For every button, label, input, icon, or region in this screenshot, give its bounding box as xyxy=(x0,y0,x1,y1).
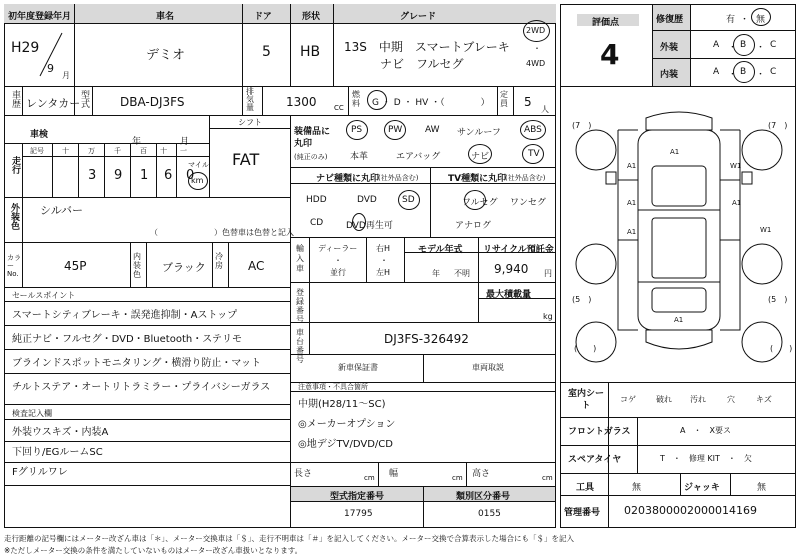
divider xyxy=(146,242,147,287)
divider xyxy=(309,322,310,354)
divider xyxy=(4,419,290,420)
drive-2wd: 2WD xyxy=(526,26,546,35)
fuel-options: G ・ D ・ HV ・（ ） xyxy=(372,98,490,108)
divider xyxy=(560,445,796,446)
import-dealer: ディーラー xyxy=(318,244,358,253)
mileage-digit-header: 千 xyxy=(114,147,121,155)
sales-point-line: チルトステア・オートリトラミラー・プライバシーガラス xyxy=(12,382,271,393)
divider xyxy=(560,417,796,418)
mileage-column-line xyxy=(104,143,105,197)
jack-label: ジャッキ xyxy=(684,483,720,493)
tools-value: 無 xyxy=(632,483,642,493)
interior-grade-label: 内装 xyxy=(660,70,679,80)
nav-type-sub: (社外品含む) xyxy=(378,174,419,182)
diag-label-w1-right: W1 xyxy=(730,162,742,170)
inspector-line: Fグリルワレ xyxy=(12,467,68,478)
displacement-value: 1300 xyxy=(286,95,317,109)
footer-note-2: ※ただしメーター交換の条件を満たしていないものはメーター改ざん車扱いとなります。 xyxy=(4,546,303,555)
mile-label: マイル xyxy=(188,161,209,169)
interior-grade-option: C xyxy=(770,67,777,77)
designation-label: 型式指定番号 xyxy=(330,492,385,502)
repair-label: 修復歴 xyxy=(656,15,684,25)
fuel-label: 燃料 xyxy=(352,90,360,108)
mileage-column-line xyxy=(130,143,131,197)
diag-paren-r: ( ) xyxy=(770,344,793,353)
ac-value: AC xyxy=(248,259,265,273)
model-year-label: モデル年式 xyxy=(418,245,463,255)
shape-label: 形状 xyxy=(302,12,321,22)
divider xyxy=(366,237,367,282)
displacement-unit: CC xyxy=(334,104,344,112)
ac-label: 冷房 xyxy=(215,252,223,270)
equipment-item: TV xyxy=(528,149,540,159)
divider xyxy=(92,86,93,115)
divider xyxy=(309,237,310,282)
interior-grade-option: ・ xyxy=(756,70,766,80)
height-cm: cm xyxy=(542,474,553,482)
divider xyxy=(4,404,290,405)
divider xyxy=(478,282,479,322)
sales-points-label: セールスポイント xyxy=(12,291,76,300)
nav-type-item: DVD再生可 xyxy=(346,221,393,231)
divider xyxy=(22,143,23,197)
repair-yes: 有 xyxy=(726,15,736,25)
divider xyxy=(262,86,263,115)
max-load-label: 最大積載量 xyxy=(486,290,532,300)
exterior-b-circle xyxy=(733,34,755,56)
capacity-label: 定員 xyxy=(500,90,508,108)
interior-color-label: 内装色 xyxy=(133,252,141,279)
front-glass-label: フロントガラス xyxy=(568,427,631,437)
width-label: 幅 xyxy=(389,469,399,479)
divider xyxy=(4,287,290,288)
divider xyxy=(348,86,349,115)
reg-month-unit: 月 xyxy=(62,71,70,80)
divider xyxy=(4,485,290,486)
height-label: 高さ xyxy=(472,469,491,479)
tv-type-item: アナログ xyxy=(455,221,492,231)
shift-value: FAT xyxy=(232,150,260,169)
equipment-item: ナビ xyxy=(471,152,490,162)
length-cm: cm xyxy=(364,474,375,482)
sales-point-line: スマートシティブレーキ・誤発進抑制・Aストップ xyxy=(12,310,238,321)
notes-line: ◎メーカーオプション xyxy=(298,419,396,430)
inspection-year-unit: 年 xyxy=(132,137,142,147)
mileage-digit-header: 十 xyxy=(160,147,167,155)
mileage-digit-header: 記号 xyxy=(30,147,44,155)
mileage-digit-header: 十 xyxy=(62,147,69,155)
divider xyxy=(22,156,209,157)
management-no-label: 管理番号 xyxy=(564,508,601,518)
divider xyxy=(513,86,514,115)
sd-circle xyxy=(398,190,420,210)
divider xyxy=(560,86,796,87)
ps-circle xyxy=(346,120,368,140)
mileage-column-line xyxy=(52,143,53,197)
divider xyxy=(130,242,131,287)
exterior-grade-option: B xyxy=(740,40,747,50)
mileage-label: 走行 xyxy=(10,156,20,174)
import-rhd: 右H xyxy=(376,244,391,253)
doors-label: ドア xyxy=(254,12,272,22)
mileage-digit: 6 xyxy=(164,168,173,183)
repair-dot: ・ xyxy=(740,15,750,25)
interior-grade-option: A xyxy=(713,67,720,77)
km-label: km xyxy=(191,176,204,185)
notes-line: ◎地デジTV/DVD/CD xyxy=(298,439,393,450)
spare-tire-value: T ・ 修理 KIT ・ 欠 xyxy=(660,454,752,463)
divider xyxy=(290,282,556,283)
grade-line1: 13S 中期 スマートブレーキ xyxy=(344,40,510,54)
inspection-label: 車検 xyxy=(30,130,49,140)
divider xyxy=(290,167,556,168)
row1-header-bar xyxy=(4,4,556,24)
sales-point-line: 純正ナビ・フルセグ・DVD・Bluetooth・ステリモ xyxy=(12,334,243,345)
model-year-unit: 年 xyxy=(432,269,440,278)
score-label: 評価点 xyxy=(592,18,620,28)
divider xyxy=(466,462,467,486)
divider xyxy=(290,391,556,392)
divider xyxy=(4,301,290,302)
recycle-yen: 円 xyxy=(544,269,552,278)
interior-color: ブラック xyxy=(162,261,206,274)
abs-circle xyxy=(520,120,546,140)
mileage-column-line xyxy=(176,143,177,197)
mileage-digit-header: 万 xyxy=(88,147,95,155)
body-type-label: 車歴 xyxy=(10,90,20,108)
import-dot1: ・ xyxy=(334,256,342,265)
tv-type-item: ワンセグ xyxy=(510,198,547,208)
divider xyxy=(478,237,479,282)
mileage-digit: 9 xyxy=(114,168,123,183)
divider xyxy=(212,242,213,287)
nav-type-item: CD xyxy=(310,218,324,228)
reg-month: 9 xyxy=(47,62,54,75)
seat-check-item: キズ xyxy=(756,395,772,404)
inspector-line: 下回り/EGルームSC xyxy=(12,447,103,458)
warranty-label: 新車保証書 xyxy=(338,363,378,372)
equipment-item: PS xyxy=(351,125,363,135)
divider xyxy=(22,242,23,287)
displacement-label: 排気量 xyxy=(246,87,254,112)
divider xyxy=(74,4,75,86)
sales-line-rule xyxy=(4,373,290,374)
nav-type-label: ナビ種類に丸印 xyxy=(316,174,380,184)
mileage-digit: 0 xyxy=(186,168,195,183)
equipment-label: 装備品に丸印 xyxy=(294,127,331,149)
chassis-value: DJ3FS-326492 xyxy=(384,332,469,346)
nav-type-item: SD xyxy=(402,195,415,205)
import-label: 輸入車 xyxy=(296,244,304,273)
repair-no: 無 xyxy=(756,15,766,25)
import-dot2: ・ xyxy=(380,256,388,265)
divider xyxy=(4,86,556,87)
divider xyxy=(560,382,796,383)
seat-check-item: 破れ xyxy=(656,395,672,404)
divider xyxy=(690,4,691,86)
divider xyxy=(290,501,556,502)
model-value: DBA-DJ3FS xyxy=(120,95,185,109)
divider xyxy=(4,143,209,144)
width-cm: cm xyxy=(452,474,463,482)
diag-paren-l: ( ) xyxy=(574,344,597,353)
mileage-digit: 1 xyxy=(140,168,149,183)
divider xyxy=(497,86,498,115)
max-load-kg: kg xyxy=(543,312,553,321)
model-year-unknown: 不明 xyxy=(454,269,470,278)
seat-check-item: 汚れ xyxy=(690,395,706,404)
import-lhd: 左H xyxy=(376,268,391,277)
equipment-item: PW xyxy=(388,125,403,135)
fullseg-circle xyxy=(464,190,486,210)
color-change-note: （ ）色替車は色替と記入 xyxy=(150,228,294,237)
car-name-label: 車名 xyxy=(156,12,175,22)
import-parallel: 並行 xyxy=(330,268,346,277)
length-label: 長さ xyxy=(294,469,313,479)
reg-era-year: H29 xyxy=(11,40,40,56)
category-value: 0155 xyxy=(478,509,501,519)
tools-label: 工具 xyxy=(576,483,595,493)
divider xyxy=(290,237,556,238)
capacity-unit: 人 xyxy=(541,105,549,114)
divider xyxy=(378,462,379,486)
management-no-value: 0203800002000014169 xyxy=(624,504,757,517)
color-no-label: カラーNo. xyxy=(7,254,21,278)
divider xyxy=(560,495,796,496)
shape-value: HB xyxy=(300,44,321,60)
drive-dot: ・ xyxy=(533,44,541,53)
divider xyxy=(423,486,424,528)
inspector-line: 外装ウスキズ・内装A xyxy=(12,427,109,438)
exterior-grade-option: A xyxy=(713,40,720,50)
divider xyxy=(228,242,229,287)
model-label: 型式 xyxy=(79,90,89,108)
seat-check-item: 穴 xyxy=(727,395,735,404)
designation-value: 17795 xyxy=(344,509,373,519)
equipment-item: エアバッグ xyxy=(396,152,441,162)
interior-b-circle xyxy=(733,61,755,83)
divider xyxy=(680,473,681,495)
footer-note-1: 走行距離の記号欄にはメーター改ざん車は「＊」、メーター交換車は「＄」、走行不明車は「＃」を記入してください。メーター交換で合算表示した場合にも「＄」を記入 xyxy=(4,534,574,543)
navi-circle xyxy=(468,144,492,164)
divider xyxy=(423,354,424,382)
equipment-item: 本革 xyxy=(350,152,369,162)
body-type: レンタカー xyxy=(26,97,81,110)
inspector-line-rule xyxy=(4,441,290,442)
divider xyxy=(242,86,243,115)
divider xyxy=(290,462,556,463)
notes-line: 中期(H28/11〜SC) xyxy=(298,399,386,410)
diag-label-a1-front: A1 xyxy=(670,148,680,156)
diag-label-a1-left: A1 xyxy=(627,162,637,170)
registration-label: 登録番号 xyxy=(296,288,304,324)
divider xyxy=(290,382,291,528)
spare-tire-label: スペアタイヤ xyxy=(568,455,622,465)
sales-point-line: ブラインドスポットモニタリング・横滑り防止・マット xyxy=(12,358,261,369)
manual-label: 車両取説 xyxy=(472,363,504,372)
capacity-value: 5 xyxy=(524,95,532,109)
exterior-color-label: 外装色 xyxy=(9,203,19,230)
tv-type-sub: (社外品含む) xyxy=(505,174,546,182)
diag-paren-bl: (5 ) xyxy=(572,295,592,304)
car-name: デミオ xyxy=(146,48,186,63)
diag-label-a1-rear: A1 xyxy=(674,316,684,324)
divider xyxy=(290,115,291,382)
mileage-column-line xyxy=(78,143,79,197)
exterior-color: シルバー xyxy=(40,204,83,217)
chassis-label: 車台番号 xyxy=(296,328,304,364)
front-glass-value: A ・ X要ス xyxy=(680,426,731,435)
divider xyxy=(290,322,556,323)
seat-label: 室内シート xyxy=(568,389,605,411)
drive-4wd: 4WD xyxy=(526,59,546,68)
pw-circle xyxy=(384,120,406,140)
divider xyxy=(22,197,23,242)
divider xyxy=(290,4,291,86)
recycle-value: 9,940 xyxy=(494,262,529,276)
diag-label-a1-left2: A1 xyxy=(627,199,637,207)
divider xyxy=(22,86,23,115)
sales-line-rule xyxy=(4,325,290,326)
diag-label-w1-right2: W1 xyxy=(760,226,772,234)
exterior-grade-label: 外装 xyxy=(660,43,679,53)
diag-paren-br: (5 ) xyxy=(768,295,788,304)
seat-check-item: コゲ xyxy=(620,395,636,404)
exterior-grade-option: ・ xyxy=(756,43,766,53)
divider xyxy=(560,473,796,474)
inspection-month-unit: 月 xyxy=(180,137,190,147)
divider xyxy=(309,282,310,322)
color-no: 45P xyxy=(64,259,87,273)
mileage-column-line xyxy=(156,143,157,197)
score-value: 4 xyxy=(600,38,620,71)
dvd-play-circle xyxy=(352,213,366,231)
reg-year-label: 初年度登録年月 xyxy=(8,12,72,22)
divider xyxy=(4,242,290,243)
mileage-digit-header: 百 xyxy=(140,147,147,155)
grade-line2: ナビ フルセグ xyxy=(380,57,464,71)
diag-paren-tr: (7 ) xyxy=(768,121,788,130)
equipment-sub: (純正のみ) xyxy=(294,153,328,161)
tv-type-item: フルセグ xyxy=(462,198,498,208)
notes-label: 注意事項・不具合箇所 xyxy=(298,383,368,391)
divider xyxy=(4,197,290,198)
doors-value: 5 xyxy=(262,44,271,60)
interior-grade-option: ・ xyxy=(728,70,738,80)
nav-type-item: HDD xyxy=(306,195,327,205)
exterior-grade-option: ・ xyxy=(728,43,738,53)
equipment-item: AW xyxy=(425,125,440,135)
divider xyxy=(730,473,731,495)
divider xyxy=(333,4,334,86)
equipment-item: ABS xyxy=(524,125,542,135)
divider xyxy=(404,237,405,282)
mileage-digit: 3 xyxy=(88,168,97,183)
diag-paren-tl: (7 ) xyxy=(572,121,592,130)
interior-grade-option: B xyxy=(740,67,747,77)
divider xyxy=(430,167,431,237)
inspector-label: 検査記入欄 xyxy=(12,409,52,418)
recycle-label: リサイクル預託金 xyxy=(483,245,554,255)
diag-label-a1-left3: A1 xyxy=(627,228,637,236)
divider xyxy=(242,4,243,86)
tv-circle xyxy=(522,144,544,164)
sales-line-rule xyxy=(4,349,290,350)
jack-value: 無 xyxy=(757,483,767,493)
diag-label-a1-right2: A1 xyxy=(732,199,742,207)
equipment-item: サンルーフ xyxy=(457,128,501,138)
mileage-digit-header: 一 xyxy=(180,147,187,155)
divider xyxy=(74,86,75,115)
inspector-line-rule xyxy=(4,462,290,463)
grade-label: グレード xyxy=(400,12,437,22)
shift-label: シフト xyxy=(238,118,262,127)
tv-type-label: TV種類に丸印 xyxy=(448,174,507,184)
exterior-grade-option: C xyxy=(770,40,777,50)
category-label: 類別区分番号 xyxy=(456,492,511,502)
nav-type-item: DVD xyxy=(357,195,377,205)
